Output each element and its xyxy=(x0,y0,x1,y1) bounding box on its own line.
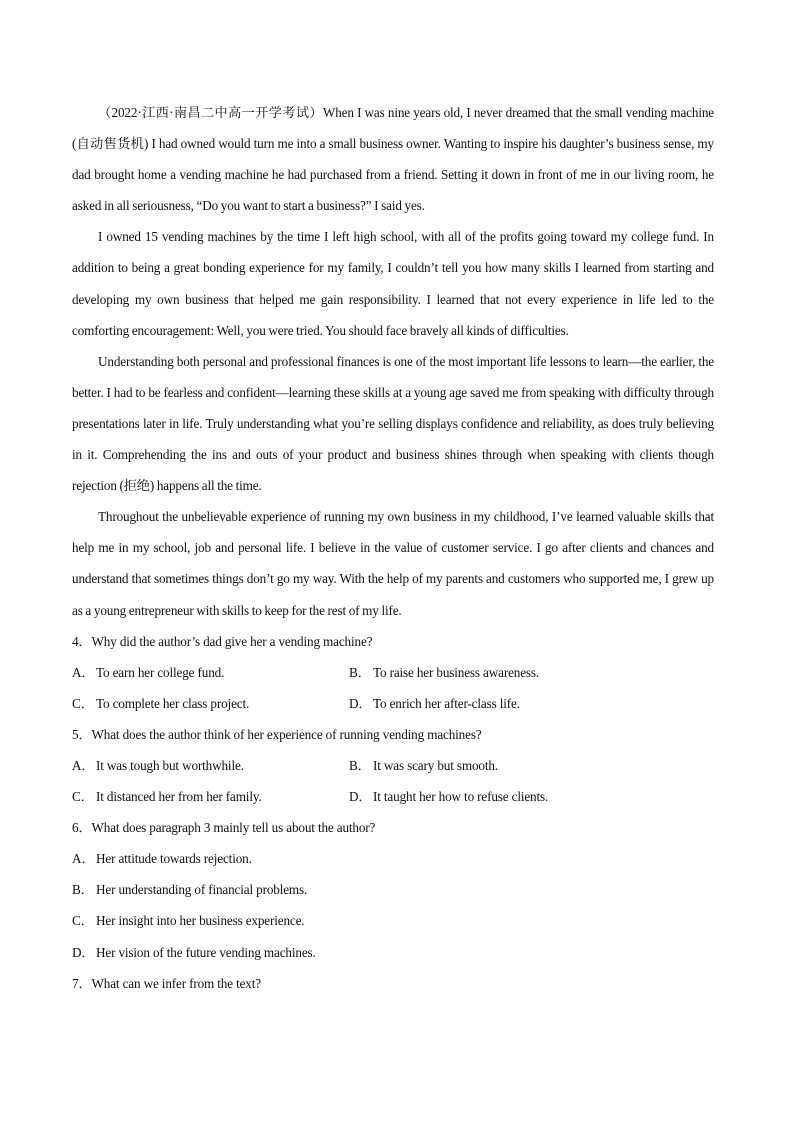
question-6-option-d[interactable] xyxy=(72,937,714,968)
question-6-option-b[interactable] xyxy=(72,874,714,905)
option-letter: C． xyxy=(72,789,94,805)
passage-paragraph-3: Understanding both personal and professional finances is one of the most important life lessons to learn—the earlier, the better. I had to be fearless and confident—learning these skills at a young age saved me from speaking with difficulty through presentations later in life. Truly understanding what you’re selling displays confidence and reliability, as does truly believing in it. Comprehending the ins and outs of your product and business shines through when speaking with clients though rejection (拒绝) happens all the time. xyxy=(72,353,714,494)
passage-paragraph-1 xyxy=(72,97,714,221)
option-letter: D． xyxy=(72,944,95,960)
passage-paragraph-4: Throughout the unbelievable experience of running my own business in my childhood, I’ve learned valuable skills that help me in my school, job and personal life. I believe in the value of customer service. I go after clients and chances and understand that sometimes things don’t go my way. With the help of my parents and customers who supported me, I grew up as a young entrepreneur with skills to keep for the rest of my life. xyxy=(72,509,714,618)
question-5-options-row-2 xyxy=(72,781,714,812)
question-5-option-a[interactable] xyxy=(72,750,349,781)
option-letter: C． xyxy=(72,913,94,929)
question-5-option-d[interactable] xyxy=(349,781,548,812)
option-letter: B． xyxy=(349,757,371,773)
option-letter: D． xyxy=(349,695,372,711)
question-5-option-b[interactable] xyxy=(349,750,498,781)
question-4-options-row-1 xyxy=(72,657,714,688)
question-4-option-c[interactable] xyxy=(72,688,349,719)
option-text: Her insight into her business experience. xyxy=(96,913,305,929)
option-text: It distanced her from her family. xyxy=(96,789,262,805)
source-label: （2022·江西·南昌二中高一开学考试） xyxy=(98,105,323,120)
question-4-stem: 4．Why did the author’s dad give her a vending machine? xyxy=(72,633,373,649)
option-text: It taught her how to refuse clients. xyxy=(373,789,549,805)
option-text: To earn her college fund. xyxy=(96,664,225,680)
option-letter: D． xyxy=(349,789,372,805)
option-text: It was tough but worthwhile. xyxy=(96,757,244,773)
option-letter: B． xyxy=(349,664,371,680)
paragraph-text: When I was nine years old, I never dreamed that the small vending machine (自动售货机) I had owned would turn me into a small business owner. Wanting to inspire his daughter’s business sense, my dad brought home a vending machine he had purchased from a friend. Setting it down in front of me in our living room, he asked in all seriousness, “Do you want to start a business?” I said yes. xyxy=(72,105,714,214)
option-text: Her vision of the future vending machines. xyxy=(96,944,316,960)
document-page xyxy=(72,97,714,999)
option-letter: C． xyxy=(72,695,94,711)
question-4-option-a[interactable] xyxy=(72,657,349,688)
option-text: Her attitude towards rejection. xyxy=(96,851,252,867)
passage-paragraph-2: I owned 15 vending machines by the time I left high school, with all of the profits going toward my college fund. In addition to being a great bonding experience for my family, I couldn’t tell you how many skills I learned from starting and developing my own business that helped me gain responsibility. I learned that not every experience in life led to the comforting encouragement: Well, you were tried. You should face bravely all kinds of difficulties. xyxy=(72,229,714,338)
question-6-option-c[interactable] xyxy=(72,905,714,936)
option-letter: A． xyxy=(72,757,95,773)
question-6-option-a[interactable] xyxy=(72,843,714,874)
question-5-options-row-1 xyxy=(72,750,714,781)
option-letter: B． xyxy=(72,882,94,898)
option-text: To enrich her after-class life. xyxy=(373,695,520,711)
option-text: To raise her business awareness. xyxy=(373,664,540,680)
question-4-option-d[interactable] xyxy=(349,688,520,719)
question-7-stem: 7．What can we infer from the text? xyxy=(72,975,261,991)
option-text: It was scary but smooth. xyxy=(373,757,498,773)
question-4-options-row-2 xyxy=(72,688,714,719)
option-letter: A． xyxy=(72,851,95,867)
option-text: To complete her class project. xyxy=(96,695,250,711)
question-5-stem: 5．What does the author think of her experience of running vending machines? xyxy=(72,726,482,742)
option-letter: A． xyxy=(72,664,95,680)
option-text: Her understanding of financial problems. xyxy=(96,882,308,898)
question-5-option-c[interactable] xyxy=(72,781,349,812)
question-4-option-b[interactable] xyxy=(349,657,539,688)
question-6-stem: 6．What does paragraph 3 mainly tell us about the author? xyxy=(72,820,376,836)
